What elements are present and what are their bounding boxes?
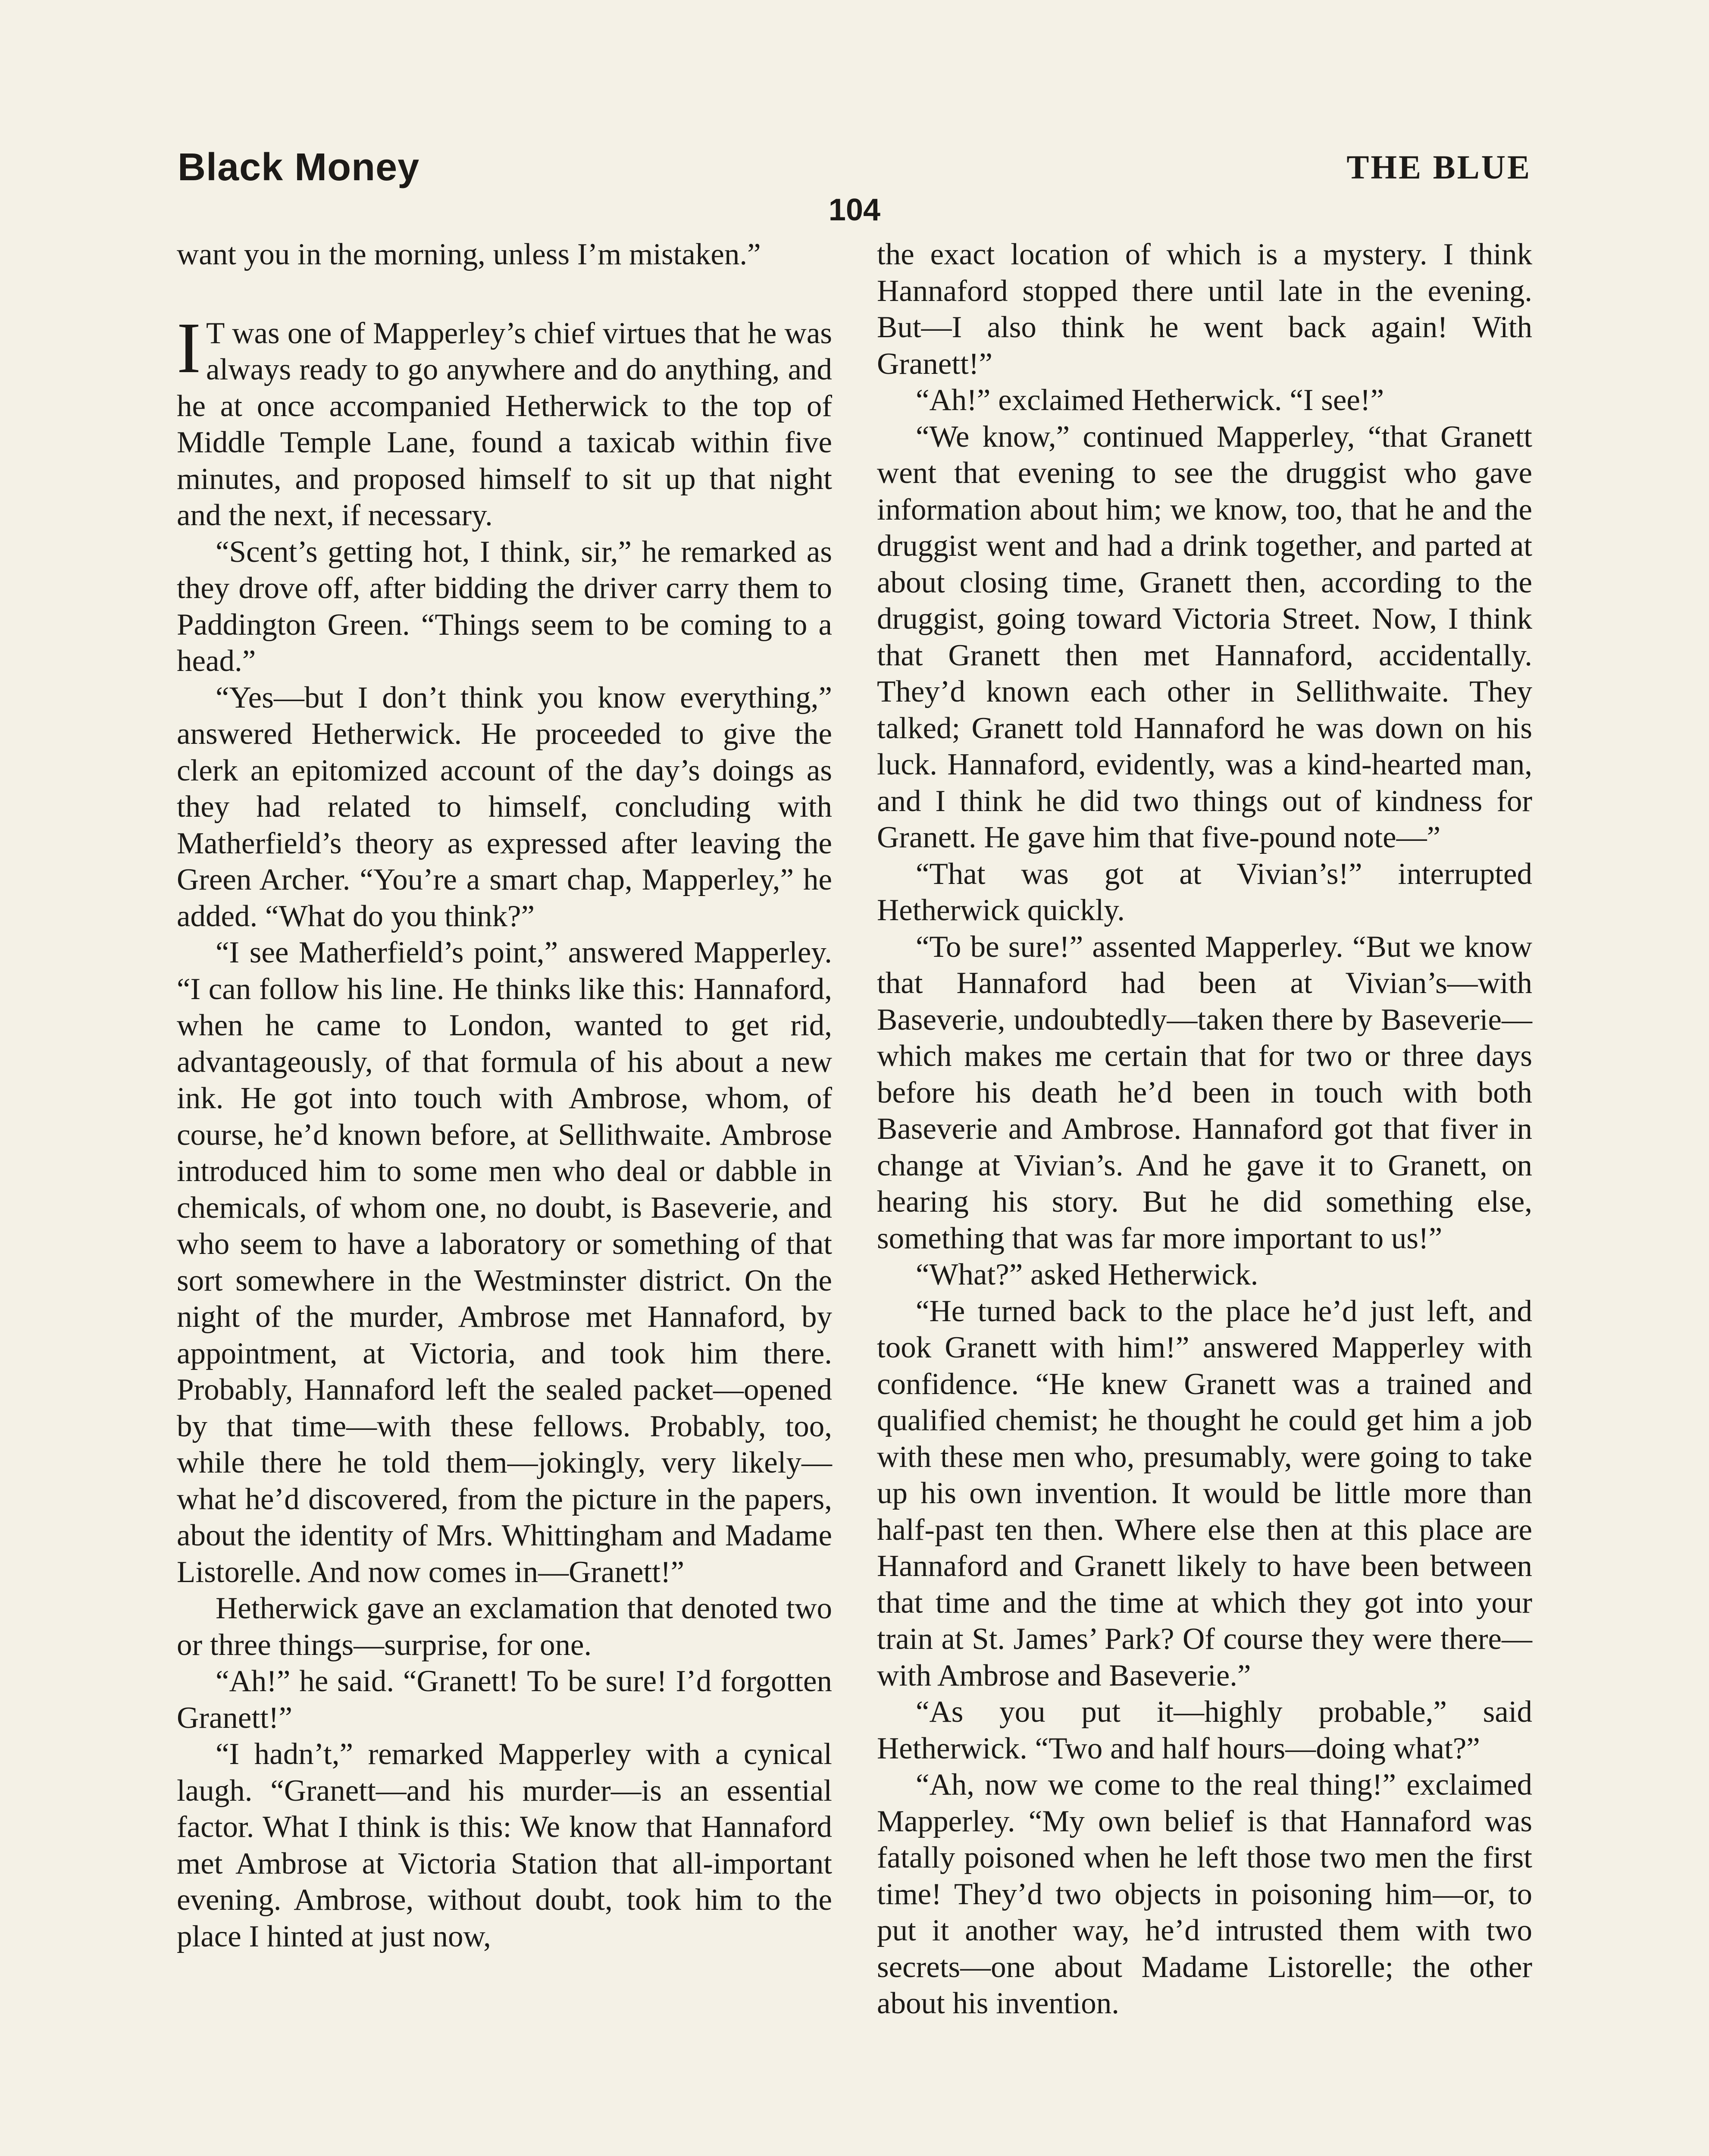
drop-cap: I (177, 307, 201, 388)
paragraph: “I see Matherfield’s point,” answered Mapperley. “I can follow his line. He thinks like this: Hannaford, when he came to London, wanted to get rid, advantageously, of that formula of his about a new ink. He got into touch with Ambrose, whom, of course, he’d known before, at Sellithwaite. Ambrose introduced him to some men who deal or dabble in chemicals, of whom one, no doubt, is Baseverie, and who seem to have a laboratory or something of that sort somewhere in the Westminster district. On the night of the murder, Ambrose met Hannaford, by appointment, at Victoria, and took him there. Probably, Hannaford left the sealed packet—opened by that time—with these fellows. Probably, too, while there he told them—jokingly, very likely—what he’d discovered, from the picture in the papers, about the identity of Mrs. Whittingham and Madame Listorelle. And now comes in—Granett!” (177, 936, 832, 1589)
paragraph: “He turned back to the place he’d just left, and took Granett with him!” answered Mapperley with confidence. “He knew Granett was a trained and qualified chemist; he thought he could get him a job with these men who, presumably, were going to take up his own invention. It would be little more than half-past ten then. Where else then at this place are Hannaford and Granett likely to have been between that time and the time at which they got into your train at St. James’ Park? Of course they were there—with Ambrose and Baseverie.” (877, 1294, 1532, 1692)
paragraph: “I hadn’t,” remarked Mapperley with a cynical laugh. “Granett—and his murder—is an essential factor. What I think is this: We know that Hannaford met Ambrose at Victoria Station that all-important evening. Ambrose, without doubt, took him to the place I hinted at just now, (177, 1737, 832, 1953)
magazine-title: THE BLUE (1346, 148, 1531, 186)
paragraph: “Ah!” he said. “Granett! To be sure! I’d forgotten Granett!” (177, 1664, 832, 1735)
paragraph: “Yes—but I don’t think you know everything,” answered Hetherwick. He proceeded to give the clerk an epitomized account of the day’s doings as they had related to himself, concluding with Matherfield’s theory as expressed after leaving the Green Archer. “You’re a smart chap, Mapperley,” he added. “What do you think?” (177, 680, 832, 933)
left-column (177, 236, 832, 1955)
right-column (877, 236, 1532, 2022)
paragraph: “Ah!” exclaimed Hetherwick. “I see!” (916, 383, 1384, 417)
paragraph: “We know,” continued Mapperley, “that Granett went that evening to see the druggist who gave information about him; we know, too, that he and the druggist went and had a drink together, and parted at about closing time, Granett then, according to the druggist, going toward Victoria Street. Now, I think that Granett then met Hannaford, accidentally. They’d known each other in Sellithwaite. They talked; Granett told Hannaford he was down on his luck. Hannaford, evidently, was a kind-hearted man, and I think he did two things out of kindness for Granett. He gave him that five-pound note—” (877, 420, 1532, 854)
paragraph: the exact location of which is a mystery. I think Hannaford stopped there until late in the evening. But—I also think he went back again! With Granett!” (877, 238, 1532, 381)
paragraph: “That was got at Vivian’s!” interrupted Hetherwick quickly. (877, 857, 1532, 927)
paragraph: “To be sure!” assented Mapperley. “But we know that Hannaford had been at Vivian’s—with Baseverie, undoubtedly—taken there by Baseverie—which makes me certain that for two or three days before his death he’d been in touch with both Baseverie and Ambrose. Hannaford got that fiver in change at Vivian’s. And he gave it to Granett, on hearing his story. But he did something else, something that was far more important to us!” (877, 930, 1532, 1255)
paragraph-text: T was one of Mapperley’s chief virtues that he was always ready to go anywhere and do anything, and he at once accompanied Hetherwick to the top of Middle Temple Lane, found a taxicab within five minutes, and proposed himself to sit up that night and the next, if necessary. (177, 316, 832, 532)
page-number: 104 (828, 193, 881, 227)
paragraph: “What?” asked Hetherwick. (916, 1258, 1258, 1291)
paragraph: “As you put it—highly probable,” said Hetherwick. “Two and half hours—doing what?” (877, 1695, 1532, 1765)
paragraph: “Scent’s getting hot, I think, sir,” he remarked as they drove off, after bidding the driver carry them to Paddington Green. “Things seem to be coming to a head.” (177, 535, 832, 678)
story-title: Black Money (178, 146, 420, 189)
paragraph (177, 307, 832, 534)
paragraph: want you in the morning, unless I’m mistaken.” (177, 238, 761, 271)
paragraph: “Ah, now we come to the real thing!” exclaimed Mapperley. “My own belief is that Hannaford was fatally poisoned when he left those two men the first time! They’d two objects in poisoning him—or, to put it another way, he’d intrusted them with two secrets—one about Madame Listorelle; the other about his invention. (877, 1768, 1532, 2020)
paragraph: Hetherwick gave an exclamation that denoted two or three things—surprise, for one. (177, 1592, 832, 1662)
